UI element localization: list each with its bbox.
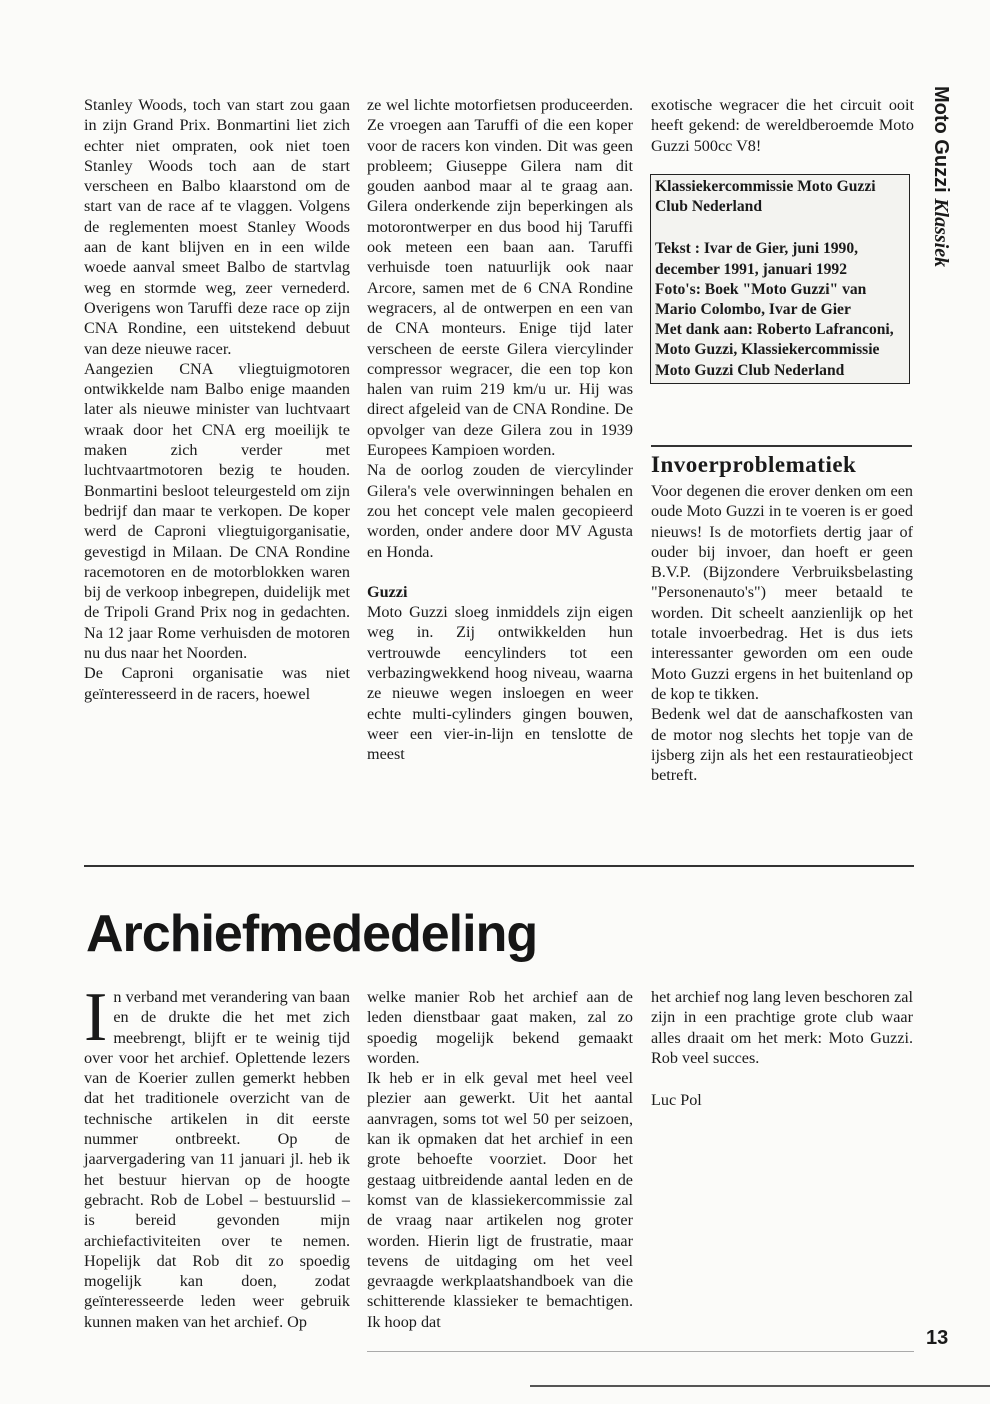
invoer-heading: Invoerproblematiek xyxy=(651,452,857,477)
section-tab-section: Klassiek xyxy=(930,198,952,268)
invoer-body: Voor degenen die erover denken om een oude Moto Guzzi in te voeren is er goed nieuws! Is de motorfiets dertig jaar of ouder bij invoer, dan hoeft er geen B.V.P. (Bijzondere Verbruiksbelasting "Personenauto's") meer betaald te worden. Dit scheelt aanzienlijk op het totale invoerbedrag. Het is dus iets interessanter geworden om een oude Moto Guzzi ergens in het buitenland op de kop te tikken. Bedenk wel dat de aanschafkosten van de motor nog slechts het topje van de ijsberg zijn als het een restauratieobject betreft. xyxy=(651,482,913,785)
article-column-2-text: ze wel lichte motorfietsen produceerden. Ze vroegen aan Taruffi of die een koper voor de racers kon vinden. Dit was geen probleem; Giuseppe Gilera nam dit gouden aanbod maar al te graag aan. Gilera onderkende zijn beperkingen als motorontwerper en dus bood hij Taruffi ook meteen een baan aan. Taruffi verhuisde toen natuurlijk ook naar Arcore, samen met de 6 CNA Rondine wegracers, al de ontwerpen en een van de CNA monteurs. Enige tijd later verscheen de eerste Gilera viercylinder compressor wegracer, die een top kon halen van ruim 219 km/u ur. Hij was direct afgeleid van de CNA Rondine. De opvolger van deze Gilera zou in 1939 Europees Kampioen worden. Na de oorlog zouden de viercylinder Gilera's vele overwinningen behalen en zou het concept vele malen gecopieerd worden, onder andere door MV Agusta en Honda. xyxy=(367,96,633,561)
scan-edge-line xyxy=(530,1385,990,1387)
footer-rule xyxy=(367,1351,914,1352)
article-divider xyxy=(84,865,914,867)
archief-column-1-text: n verband met verandering van baan en de drukte die het met zich meebrengt, blijft er te weinig tijd over voor het archief. Oplettende lezers van de Koerier zullen gemerkt hebben dat het traditionele overzicht van de technische artikelen in dit eerste nummer ontbreekt. Op de jaarvergadering van 11 januari jl. heb ik het bestuur hiervan op de hoogte gebracht. Rob de Lobel – bestuurslid – is bereid gevonden mijn archiefactiviteiten over te nemen. Hopelijk dat Rob dit zo spoedig mogelijk kan doen, zodat geïnteresseerde leden weer gebruik kunnen maken van het archief. Op xyxy=(84,988,350,1331)
credits-box xyxy=(650,174,910,384)
credits-text: Tekst : Ivar de Gier, juni 1990, december 1991, januari 1992 xyxy=(655,240,859,278)
credits-thanks: Met dank aan: Roberto Lafranconi, Moto Guzzi, Klassiekercommissie Moto Guzzi Club Nederland xyxy=(655,321,894,379)
archief-column-3-text: het archief nog lang leven beschoren zal zijn in een prachtige grote club waar alles draait om het merk: Moto Guzzi. Rob veel succes. xyxy=(651,988,913,1067)
section-tab xyxy=(925,86,961,336)
section-divider xyxy=(651,445,912,447)
article-column-3: exotische wegracer die het circuit ooit heeft gekend: de wereldberoemde Moto Guzzi 500cc V8! xyxy=(651,96,914,155)
archief-column-2: welke manier Rob het archief aan de leden dienstbaar gaat maken, zal zo spoedig mogelijk bekend gemaakt worden. Ik heb er in elk geval met heel veel plezier aan gewerkt. Uit het aantal aanvragen, soms tot wel 50 per seizoen, kan ik opmaken dat het archief in een grote behoefte voorziet. Door het gestaag uitbreidende aantal leden en de komst van de klassiekercommissie zal de vraag naar artikelen nog groter worden. Hierin ligt de frustratie, maar tevens de uitdaging om het veel gevraagde werkplaatshandboek van die schitterende klassieker te bemachtigen. Ik hoop dat xyxy=(367,988,633,1331)
article-column-2 xyxy=(367,95,633,765)
page-number: 13 xyxy=(926,1327,949,1349)
section-tab-brand: Moto Guzzi xyxy=(930,86,952,193)
credits-photos: Foto's: Boek "Moto Guzzi" van Mario Colombo, Ivar de Gier xyxy=(655,280,867,319)
signature: Luc Pol xyxy=(651,1091,702,1110)
credits-org: Klassiekercommissie Moto Guzzi Club Nederland xyxy=(655,178,876,216)
article-column-1: Stanley Woods, toch van start zou gaan in zijn Grand Prix. Bonmartini liet zich echter niet ompraten, ook niet toen Stanley Woods toch aan de start verscheen en Balbo klaarstond om de start van de race af te vlaggen. Volgens de reglementen moest Stanley Woods aan de kant blijven en in een wilde woede aanval smeet Balbo de startvlag weg en stormde weg, zeer vernederd. Overigens won Taruffi deze race op zijn CNA Rondine, een uitstekend debuut van deze nieuwe racer. Aangezien CNA vliegtuigmotoren ontwikkelde nam Balbo enige maanden later als nieuwe minister van luchtvaart wraak door het CNA erg moeilijk te maken zich verder met luchtvaartmotoren bezig te houden. Bonmartini besloot teleurgesteld om zijn bedrijf dan maar te verkopen. De koper werd de Caproni vliegtuigorganisatie, gevestigd in Milaan. De CNA Rondine racemotoren en de motorblokken waren bij de verkoop inbegrepen, duidelijk met de Tripoli Grand Prix nog in gedachten. Na 12 jaar Rome verhuisden de motoren nu dus naar het Noorden. De Caproni organisatie was niet geïnteresseerd in de racers, hoewel xyxy=(84,96,350,703)
article-column-2-continued: Moto Guzzi sloeg inmiddels zijn eigen weg in. Zij ontwikkelden hun vertrouwde eencylinders tot een verbazingwekkend hoog niveau, waarna ze nieuwe wegen insloegen en weer echte multi-cylinders gingen bouwen, weer een vier-in-lijn en tenslotte de meest xyxy=(367,603,633,764)
archief-column-3 xyxy=(651,987,913,1110)
archief-column-1 xyxy=(84,979,350,1332)
guzzi-subheading: Guzzi xyxy=(367,582,408,601)
drop-cap: I xyxy=(84,979,108,1056)
archief-heading: Archiefmededeling xyxy=(86,905,538,963)
